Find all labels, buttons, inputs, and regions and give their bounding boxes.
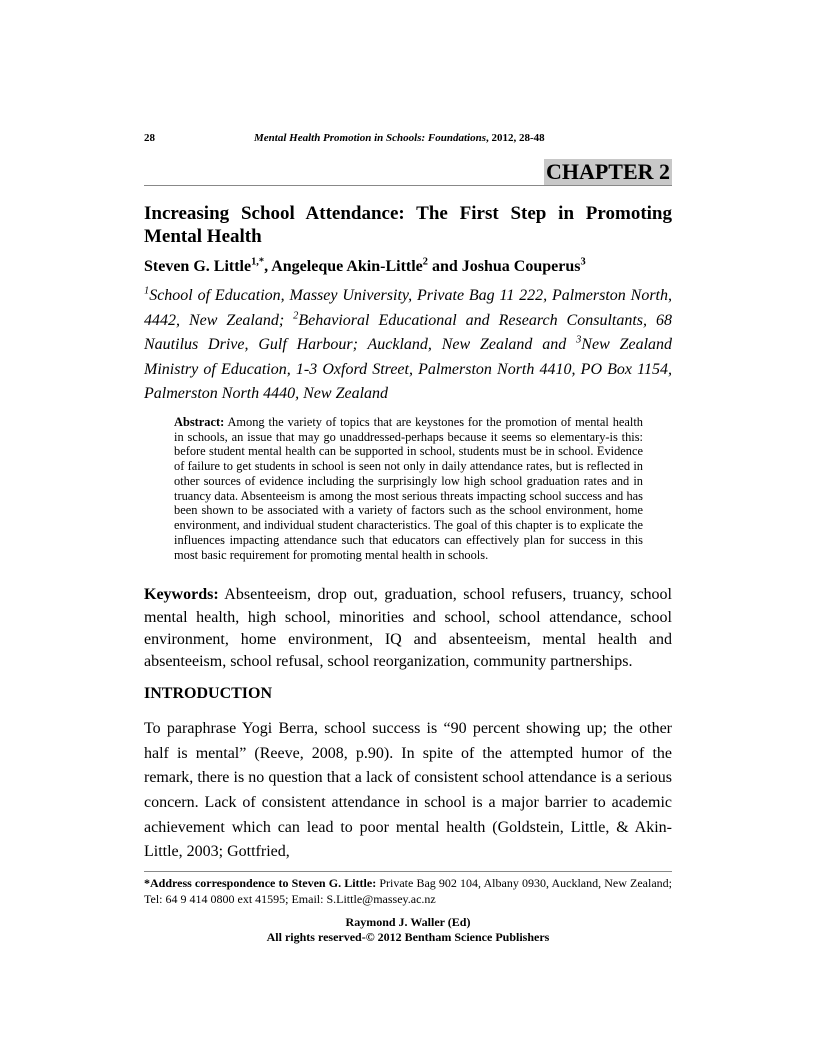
affiliation: Behavioral Educational and Research Consultants, 68 Nautilus Drive, Gulf Harbour; Auckland, New Zealand and [144,311,672,354]
author-sep: , [264,258,272,275]
affiliation-sup: 3 [576,334,582,346]
affiliation-sup: 1 [144,285,150,297]
affiliation: New Zealand Ministry of Education, 1-3 Oxford Street, Palmerston North 4410, PO Box 1154, Palmerston North 4440, New Zealand [144,336,673,403]
author-sup: 1,* [251,256,265,268]
header-rule [144,185,672,186]
author: Angeleque Akin-Little [271,258,423,275]
author-list [144,257,672,277]
author-sup: 3 [580,256,586,268]
author-sep: and [427,258,462,275]
abstract-label: Abstract: [174,414,225,429]
editor: Raymond J. Waller (Ed) [345,914,471,929]
chapter-label-row [144,159,672,185]
keywords [144,584,672,673]
author: Steven G. Little [144,258,252,275]
author: Joshua Couperus [461,258,581,275]
journal-year-pages: , 2012, 28-48 [485,132,545,144]
introduction-heading: INTRODUCTION [144,685,273,703]
keywords-label: Keywords: [144,586,219,604]
abstract-text: Among the variety of topics that are keystones for the promotion of mental health in schools, an issue that may go unaddressed-perhaps because it seems so elementary-is this: before student mental health can be supported in school, students must be in school. Evidence of failure to get students in school is seen not only in daily attendance rates, but is reflected in other sources of evidence including the surprisingly low high school graduation rates and in truancy data. Absenteeism is among the most serious threats impacting school success and has been shown to be associated with a variety of factors such as the school environment, home environment, and individual student characteristics. The goal of this chapter is to explicate the influences impacting attendance such that educators can effectively plan for success in this most basic requirement for promoting mental health in schools. [174,414,643,562]
chapter-title: Increasing School Attendance: The First Step in Promoting Mental Health [144,203,672,247]
journal-citation [254,131,545,146]
abstract [174,415,643,563]
copyright: All rights reserved-© 2012 Bentham Science Publishers [266,929,550,944]
running-header [144,131,672,146]
footnote-text: Private Bag 902 104, Albany 0930, Auckland, New Zealand; Tel: 64 9 414 0800 ext 41595; Email: S.Little@massey.ac.nz [144,875,672,906]
publisher-info [144,915,672,945]
affiliations [144,284,672,407]
affiliation: School of Education, Massey University, Private Bag 11 222, Palmerston North, 4442, New Zealand; [144,287,672,329]
keywords-text: Absenteeism, drop out, graduation, school refusers, truancy, school mental health, high school, minorities and school, school attendance, school environment, home environment, IQ and absenteeism, mental health and absenteeism, school refusal, school reorganization, community partnerships. [144,586,672,671]
page-number: 28 [144,132,155,144]
affiliation-sup: 2 [293,310,299,322]
footnote-rule [144,871,672,872]
author-sup: 2 [422,256,428,268]
chapter-label: CHAPTER 2 [545,159,670,184]
journal-title: Mental Health Promotion in Schools: Foundations [254,132,486,144]
footnote-label: *Address correspondence to Steven G. Little: [144,875,377,890]
footnote [144,875,672,907]
introduction-text: To paraphrase Yogi Berra, school success is “90 percent showing up; the other half is mental” (Reeve, 2008, p.90). In spite of the attempted humor of the remark, there is no question that a lack of consistent school attendance is a serious concern. Lack of consistent attendance in school is a major barrier to academic achievement which can lead to poor mental health (Goldstein, Little, & Akin-Little, 2003; Gottfried, [144,720,672,861]
